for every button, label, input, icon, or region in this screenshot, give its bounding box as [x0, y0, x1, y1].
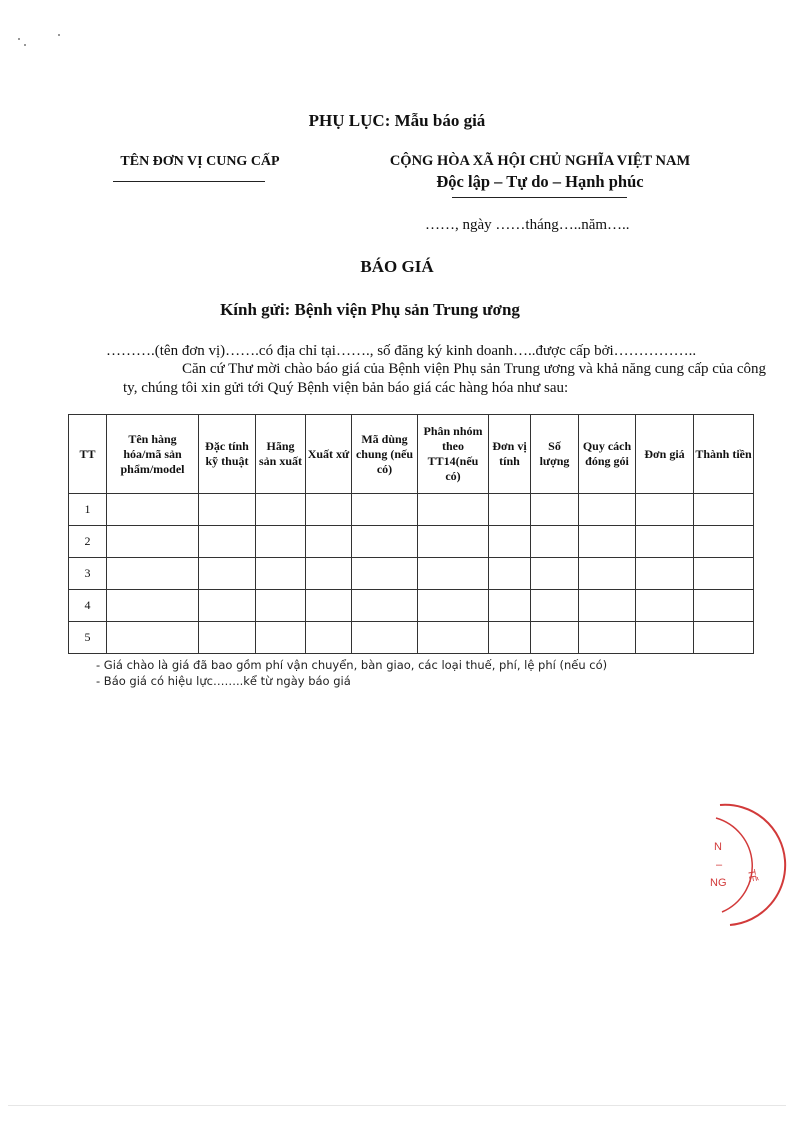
scan-speck — [24, 44, 26, 46]
empty-cell — [256, 494, 306, 526]
row-number-cell: 3 — [69, 558, 107, 590]
empty-cell — [352, 558, 418, 590]
empty-cell — [199, 590, 256, 622]
empty-cell — [694, 590, 754, 622]
note-price-includes: - Giá chào là giá đã bao gồm phí vận chuyển, bàn giao, các loại thuế, phí, lệ phí (nếu có) — [96, 658, 608, 672]
header-cell: Đơn vị tính — [489, 415, 531, 494]
header-cell: Hãng sản xuất — [256, 415, 306, 494]
row-number-cell: 5 — [69, 622, 107, 654]
empty-cell — [579, 558, 636, 590]
empty-cell — [694, 558, 754, 590]
table-row — [69, 622, 754, 654]
empty-cell — [107, 526, 199, 558]
empty-cell — [199, 526, 256, 558]
empty-cell — [352, 526, 418, 558]
appendix-title-label: PHỤ LỤC: — [308, 111, 391, 130]
empty-cell — [694, 526, 754, 558]
note-validity: - Báo giá có hiệu lực……..kể từ ngày báo giá — [96, 674, 351, 688]
notes — [96, 657, 607, 689]
empty-cell — [352, 494, 418, 526]
row-number-cell: 4 — [69, 590, 107, 622]
scan-speck — [18, 38, 20, 40]
empty-cell — [489, 590, 531, 622]
header-cell: Mã dùng chung (nếu có) — [352, 415, 418, 494]
stamp-text: N — [714, 841, 722, 853]
date-line: ……, ngày ……tháng…..năm….. — [425, 217, 630, 233]
appendix-title — [0, 111, 794, 131]
empty-cell — [256, 526, 306, 558]
empty-cell — [418, 622, 489, 654]
empty-cell — [107, 590, 199, 622]
empty-cell — [531, 494, 579, 526]
empty-cell — [199, 622, 256, 654]
empty-cell — [636, 494, 694, 526]
header-cell: Quy cách đóng gói — [579, 415, 636, 494]
empty-cell — [306, 494, 352, 526]
header-cell: Xuất xứ — [306, 415, 352, 494]
empty-cell — [107, 558, 199, 590]
header-cell: Đặc tính kỹ thuật — [199, 415, 256, 494]
stamp-text: NG — [710, 877, 727, 889]
empty-cell — [579, 590, 636, 622]
empty-cell — [636, 590, 694, 622]
row-number-cell: 2 — [69, 526, 107, 558]
table-row — [69, 526, 754, 558]
empty-cell — [306, 526, 352, 558]
empty-cell — [256, 558, 306, 590]
empty-cell — [531, 558, 579, 590]
table-row — [69, 590, 754, 622]
empty-cell — [579, 494, 636, 526]
header-cell: Tên hàng hóa/mã sản phẩm/model — [107, 415, 199, 494]
empty-cell — [256, 622, 306, 654]
empty-cell — [531, 622, 579, 654]
table-body — [69, 494, 754, 654]
empty-cell — [636, 526, 694, 558]
empty-cell — [636, 622, 694, 654]
empty-cell — [531, 526, 579, 558]
intro-paragraph-line-3: ty, chúng tôi xin gửi tới Quý Bệnh viện bản báo giá các hàng hóa như sau: — [123, 380, 569, 396]
empty-cell — [694, 494, 754, 526]
scan-edge — [8, 1105, 786, 1106]
empty-cell — [579, 622, 636, 654]
empty-cell — [256, 590, 306, 622]
header-cell: Thành tiền — [694, 415, 754, 494]
empty-cell — [352, 622, 418, 654]
empty-cell — [418, 526, 489, 558]
empty-cell — [107, 622, 199, 654]
empty-cell — [489, 558, 531, 590]
table-header-row — [69, 415, 754, 494]
stamp-fragment-icon — [700, 800, 790, 930]
empty-cell — [306, 622, 352, 654]
empty-cell — [531, 590, 579, 622]
empty-cell — [199, 558, 256, 590]
empty-cell — [694, 622, 754, 654]
empty-cell — [418, 494, 489, 526]
empty-cell — [489, 494, 531, 526]
row-number-cell: 1 — [69, 494, 107, 526]
stamp-text: TẾ — [745, 868, 759, 884]
header-cell: Phân nhóm theo TT14(nếu có) — [418, 415, 489, 494]
quotation-table — [68, 414, 754, 654]
supplier-heading: TÊN ĐƠN VỊ CUNG CẤP — [120, 154, 280, 169]
motto-underline — [452, 197, 627, 198]
supplier-underline — [113, 181, 265, 182]
empty-cell — [107, 494, 199, 526]
empty-cell — [352, 590, 418, 622]
header-cell: Đơn giá — [636, 415, 694, 494]
empty-cell — [306, 558, 352, 590]
empty-cell — [489, 622, 531, 654]
empty-cell — [489, 526, 531, 558]
empty-cell — [418, 590, 489, 622]
empty-cell — [306, 590, 352, 622]
empty-cell — [418, 558, 489, 590]
header-cell: Số lượng — [531, 415, 579, 494]
table-row — [69, 494, 754, 526]
header-cell: TT — [69, 415, 107, 494]
empty-cell — [636, 558, 694, 590]
empty-cell — [199, 494, 256, 526]
intro-paragraph-line-2: Căn cứ Thư mời chào báo giá của Bệnh viện Phụ sản Trung ương và khả năng cung cấp của công — [181, 361, 766, 377]
table-row — [69, 558, 754, 590]
scan-speck — [58, 34, 60, 36]
intro-paragraph-line-1: ……….(tên đơn vị)…….có địa chỉ tại……., số đăng ký kinh doanh…..được cấp bởi…………….. — [106, 343, 697, 359]
nation-heading: CỘNG HÒA XÃ HỘI CHỦ NGHĨA VIỆT NAM — [389, 153, 691, 169]
recipient-line: Kính gửi: Bệnh viện Phụ sản Trung ương — [220, 300, 520, 319]
appendix-title-text: Mẫu báo giá — [390, 111, 486, 130]
empty-cell — [579, 526, 636, 558]
document-title: BÁO GIÁ — [360, 257, 434, 276]
motto: Độc lập – Tự do – Hạnh phúc — [436, 172, 644, 191]
stamp-text: – — [716, 859, 723, 871]
